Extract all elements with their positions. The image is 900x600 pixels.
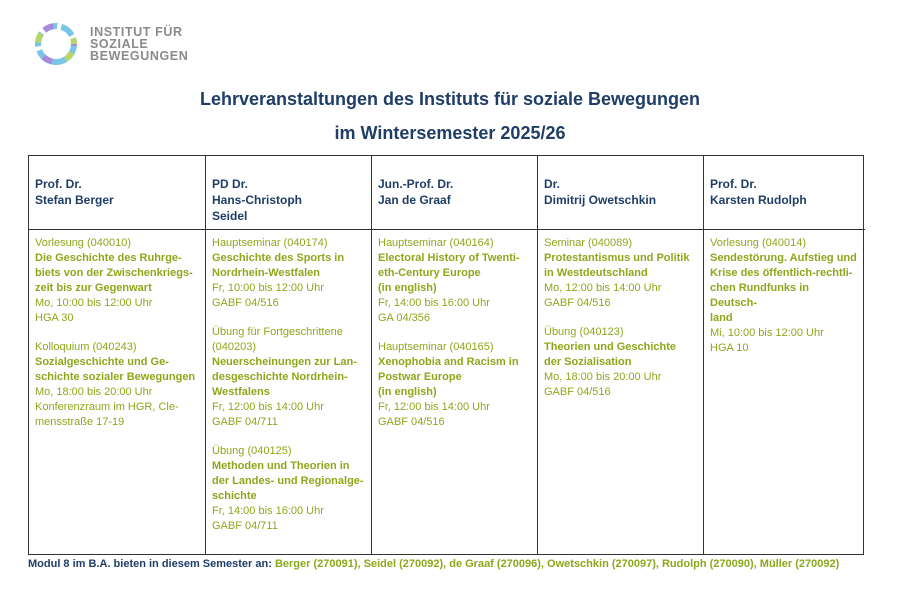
footer-note bbox=[28, 558, 839, 570]
course-title-line: Neuerscheinungen zur Lan- bbox=[212, 356, 357, 368]
page-subtitle: im Wintersemester 2025/26 bbox=[334, 123, 566, 143]
course-list bbox=[372, 230, 537, 444]
lecturer-header bbox=[206, 156, 371, 230]
lecturer-name-line: Karsten Rudolph bbox=[710, 193, 807, 207]
course-type: Kolloquium (040243) bbox=[35, 341, 137, 353]
lecturer-column bbox=[372, 156, 538, 554]
page-title: Lehrveranstaltungen des Instituts für soziale Bewegungen bbox=[199, 89, 701, 109]
course-title-line: schichte bbox=[212, 490, 257, 502]
course-title-line: Methoden und Theorien in bbox=[212, 460, 350, 472]
course-room: GABF 04/516 bbox=[212, 297, 279, 309]
lecturer-name-line: Prof. Dr. bbox=[710, 177, 757, 191]
course-time: Mi, 10:00 bis 12:00 Uhr bbox=[710, 327, 824, 339]
course-entry bbox=[378, 236, 531, 326]
course-type: Hauptseminar (040174) bbox=[212, 237, 328, 249]
course-time: Mo, 10:00 bis 12:00 Uhr bbox=[35, 297, 153, 309]
course-title-line: Electoral History of Twenti- bbox=[378, 252, 520, 264]
course-room: GABF 04/516 bbox=[378, 416, 445, 428]
course-type: Seminar (040089) bbox=[544, 237, 633, 249]
footer-values: Berger (270091), Seidel (270092), de Graaf (270096), Owetschkin (270097), Rudolph (270090), Müller (270092) bbox=[274, 558, 840, 570]
course-entry bbox=[35, 236, 199, 326]
course-title-line: Sendestörung. Aufstieg und bbox=[710, 252, 857, 264]
course-time: Fr, 14:00 bis 16:00 Uhr bbox=[378, 297, 490, 309]
logo-ring-icon bbox=[32, 20, 80, 68]
course-title-line: in Westdeutschland bbox=[544, 267, 648, 279]
course-title-line: schichte sozialer Bewegungen bbox=[35, 371, 196, 383]
logo-line-3: BEWEGUNGEN bbox=[90, 49, 189, 63]
course-entry bbox=[710, 236, 859, 356]
lecturer-name-line: Jan de Graaf bbox=[378, 193, 451, 207]
lecturer-header bbox=[538, 156, 703, 230]
course-title-line: chen Rundfunks in Deutsch- bbox=[710, 282, 809, 309]
course-room: HGA 30 bbox=[35, 312, 74, 324]
course-room: Konferenzraum im HGR, Cle- bbox=[35, 401, 179, 413]
course-title-line: Sozialgeschichte und Ge- bbox=[35, 356, 169, 368]
course-room: GABF 04/516 bbox=[544, 386, 611, 398]
lecturer-header bbox=[29, 156, 205, 230]
course-room: HGA 10 bbox=[710, 342, 749, 354]
course-room: GABF 04/516 bbox=[544, 297, 611, 309]
course-title-line: Nordrhein-Westfalen bbox=[212, 267, 320, 279]
course-title-line: zeit bis zur Gegenwart bbox=[35, 282, 152, 294]
course-room: GABF 04/711 bbox=[212, 520, 278, 532]
course-title-line: Geschichte des Sports in bbox=[212, 252, 345, 264]
course-title-line: Die Geschichte des Ruhrge- bbox=[35, 252, 182, 264]
lecturer-name-line: Dr. bbox=[544, 177, 561, 191]
course-time: Mo, 18:00 bis 20:00 Uhr bbox=[35, 386, 153, 398]
lecturer-name-line: Hans-Christoph bbox=[212, 193, 302, 207]
course-type: Hauptseminar (040165) bbox=[378, 341, 494, 353]
course-room: GA 04/356 bbox=[378, 312, 430, 324]
course-list bbox=[29, 230, 205, 444]
course-title-line: der Landes- und Regionalge- bbox=[212, 475, 364, 487]
lecturer-name-line: Stefan Berger bbox=[35, 193, 114, 207]
course-title-line: der Sozialisation bbox=[544, 356, 632, 368]
lecturer-name-line: Jun.-Prof. Dr. bbox=[378, 177, 454, 191]
footer-label: Modul 8 im B.A. bieten in diesem Semester an: bbox=[28, 558, 272, 570]
course-title-line: eth-Century Europe bbox=[378, 267, 481, 279]
course-time: Fr, 10:00 bis 12:00 Uhr bbox=[212, 282, 324, 294]
course-type: Übung (040125) bbox=[212, 445, 292, 457]
course-type: Vorlesung (040014) bbox=[710, 237, 807, 249]
course-time: Mo, 18:00 bis 20:00 Uhr bbox=[544, 371, 662, 383]
logo-line-2: SOZIALE bbox=[90, 37, 149, 51]
course-type: Hauptseminar (040164) bbox=[378, 237, 494, 249]
course-time: Fr, 12:00 bis 14:00 Uhr bbox=[378, 401, 490, 413]
course-title-line: land bbox=[710, 312, 733, 324]
course-entry bbox=[212, 236, 365, 311]
lecturer-name-line: PD Dr. bbox=[212, 177, 249, 191]
course-title-line: Protestantismus und Politik bbox=[544, 252, 690, 264]
course-table bbox=[28, 155, 864, 555]
course-title-line: biets von der Zwischenkriegs- bbox=[35, 267, 193, 279]
lecturer-name-line: Seidel bbox=[212, 209, 248, 223]
lecturer-name-line: Dimitrij Owetschkin bbox=[544, 193, 657, 207]
course-entry bbox=[212, 325, 365, 430]
course-room: mensstraße 17-19 bbox=[35, 416, 125, 428]
course-title-line: Postwar Europe bbox=[378, 371, 462, 383]
institute-logo bbox=[32, 20, 188, 68]
course-time: Fr, 14:00 bis 16:00 Uhr bbox=[212, 505, 324, 517]
course-title-line: (in english) bbox=[378, 386, 437, 398]
course-list bbox=[206, 230, 371, 548]
course-entry bbox=[378, 340, 531, 430]
course-time: Mo, 12:00 bis 14:00 Uhr bbox=[544, 282, 662, 294]
course-type: Übung (040123) bbox=[544, 326, 624, 338]
lecturer-column bbox=[29, 156, 206, 554]
course-entry bbox=[544, 325, 697, 400]
course-type: Vorlesung (040010) bbox=[35, 237, 132, 249]
course-title-line: Xenophobia and Racism in bbox=[378, 356, 519, 368]
course-type: Übung für Fortgeschrittene (040203) bbox=[212, 326, 343, 353]
course-time: Fr, 12:00 bis 14:00 Uhr bbox=[212, 401, 324, 413]
course-list bbox=[538, 230, 703, 414]
course-title-line: (in english) bbox=[378, 282, 437, 294]
lecturer-column bbox=[206, 156, 372, 554]
course-list bbox=[704, 230, 865, 370]
course-title-line: Theorien und Geschichte bbox=[544, 341, 677, 353]
course-entry bbox=[544, 236, 697, 311]
lecturer-column bbox=[704, 156, 865, 554]
lecturer-header bbox=[372, 156, 537, 230]
lecturer-header bbox=[704, 156, 865, 230]
course-entry bbox=[212, 444, 365, 534]
lecturer-name-line: Prof. Dr. bbox=[35, 177, 82, 191]
course-room: GABF 04/711 bbox=[212, 416, 278, 428]
course-title-line: Westfalens bbox=[212, 386, 270, 398]
course-title-line: desgeschichte Nordrhein- bbox=[212, 371, 348, 383]
course-entry bbox=[35, 340, 199, 430]
logo-line-1: INSTITUT FÜR bbox=[90, 25, 183, 39]
course-title-line: Krise des öffentlich-rechtli- bbox=[710, 267, 853, 279]
lecturer-column bbox=[538, 156, 704, 554]
